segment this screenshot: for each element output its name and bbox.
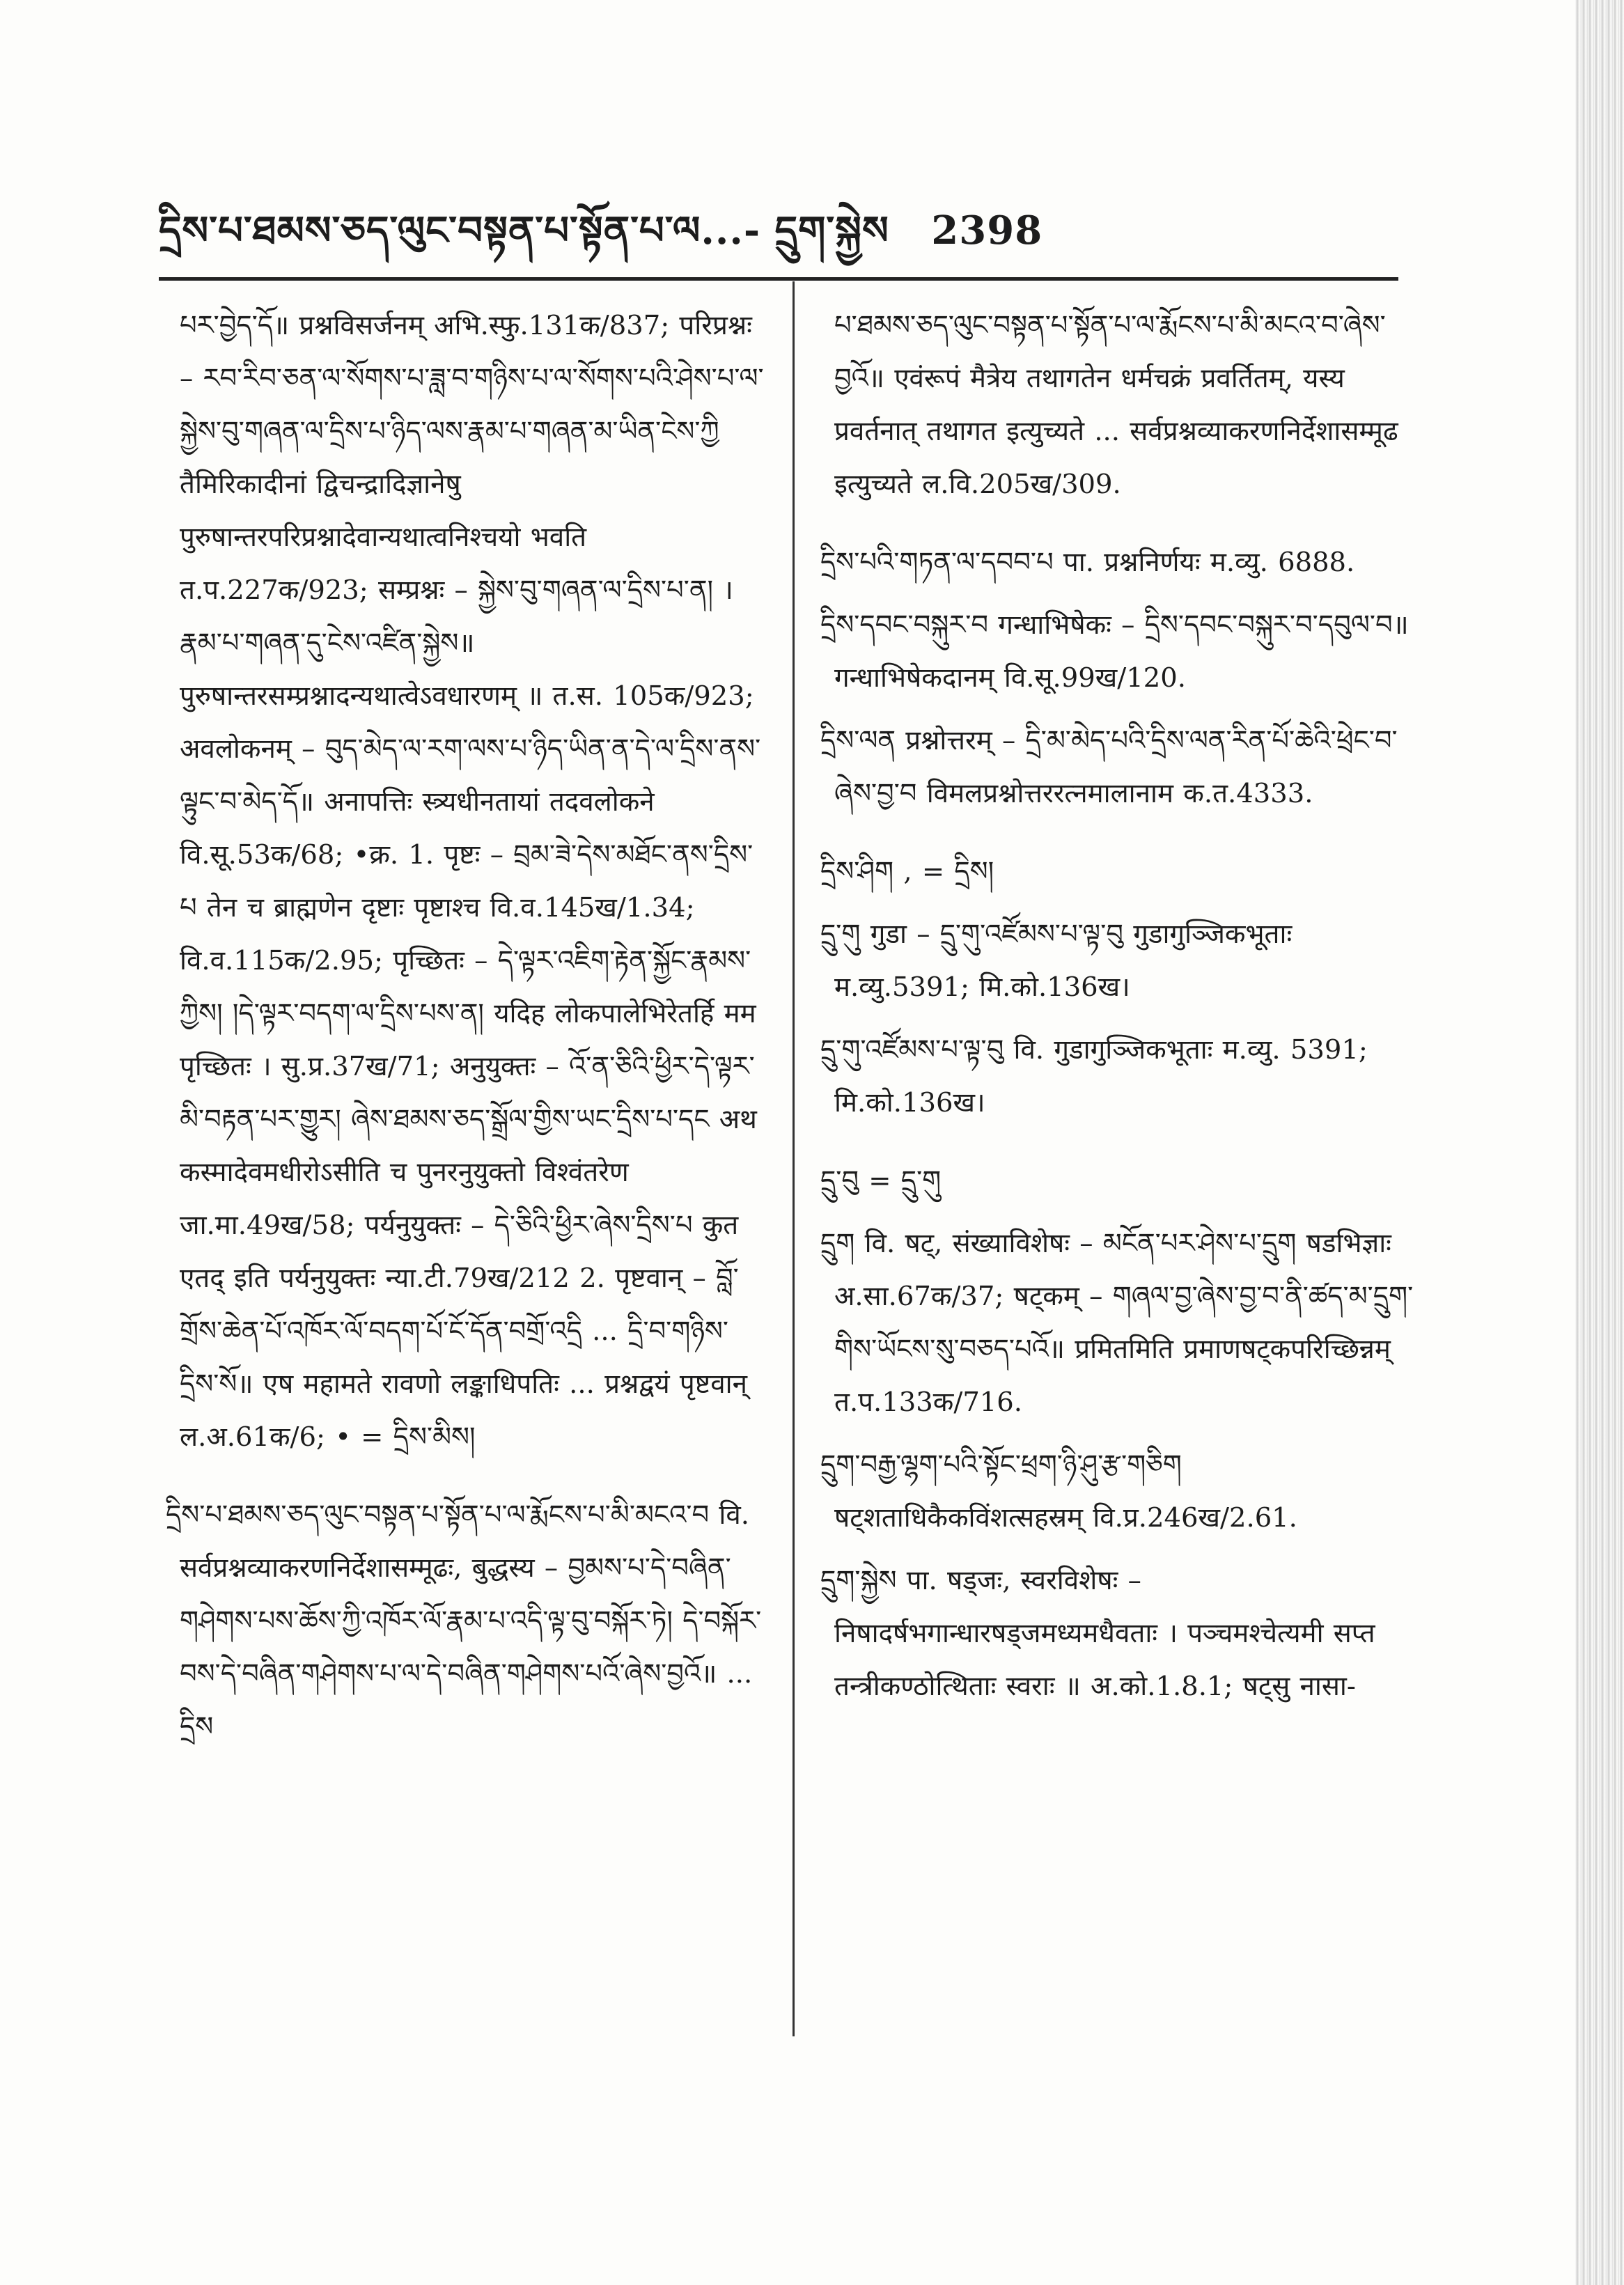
- dictionary-entry: པར་བྱེད་དོ॥ प्रश्नविसर्जनम् अभि.स्फु.131क/837; परिप्रश्नः – རབ་རིབ་ཅན་ལ་སོགས་པ་ཟླ་བ་གཉིས་པ་ལ་སོགས་པའི་ཤེས་པ་ལ་སྐྱེས་བུ་གཞན་ལ་དྲིས་པ་ཉིད་ལས་རྣམ་པ་གཞན་མ་ཡིན་ངེས་ཀྱི तैमिरिकादीनां द्विचन्द्रादिज्ञानेषु पुरुषान्तरपरिप्रश्नादेवान्यथात्वनिश्चयो भवति त.प.227क/923; सम्प्रश्नः – སྐྱེས་བུ་གཞན་ལ་དྲིས་པ་ན། ।རྣམ་པ་གཞན་དུ་ངེས་འཛིན་སྐྱེས॥ पुरुषान्तरसम्प्रश्नादन्यथात्वेऽवधारणम् ॥ त.स. 105क/923; अवलोकनम् – བུད་མེད་ལ་རག་ལས་པ་ཉིད་ཡིན་ན་དེ་ལ་དྲིས་ནས་ལྟུང་བ་མེད་དོ॥ अनापत्तिः स्त्र्यधीनतायां तदवलोकने वि.सू.53क/68; •क्र. 1. पृष्टः – བྲམ་ཟེ་དེས་མཐོང་ནས་དྲིས་པ तेन च ब्राह्मणेन दृष्टाः पृष्टाश्च वि.व.145ख/1.34; वि.व.115क/2.95; पृच्छितः – དེ་ལྟར་འཇིག་རྟེན་སྐྱོང་རྣམས་ཀྱིས། །དེ་ལྟར་བདག་ལ་དྲིས་པས་ན། यदिह लोकपालेभिरेतर्हि मम पृच्छितः । सु.प्र.37ख/71; अनुयुक्तः – འོ་ན་ཅིའི་ཕྱིར་དེ་ལྟར་མི་བརྟན་པར་གྱུར། ཞེས་ཐམས་ཅད་སྒྲོལ་གྱིས་ཡང་དྲིས་པ་དང अथ कस्मादेवमधीरोऽसीति च पुनरनुयुक्तो विश्वंतरेण जा.मा.49ख/58; पर्यनुयुक्तः – དེ་ཅིའི་ཕྱིར་ཞེས་དྲིས་པ कुत एतद् इति पर्यनुयुक्तः न्या.टी.79ख/212 2. पृष्टवान् – བློ་གྲོས་ཆེན་པོ་འཁོར་ལོ་བདག་པོ་ངོ་དོན་བགྲོ་འདྲི ... དྲི་བ་གཉིས་དྲིས་སོ॥ एष महामते रावणो लङ्काधिपतिः ... प्रश्नद्वयं पृष्टवान् ल.अ.61क/6; • = དྲིས་མིས།: [180, 310, 764, 1453]
- running-head-text: དྲིས་པ་ཐམས་ཅད་ལུང་བསྟན་པ་སྟོན་པ་ལ...- དྲུག་སྐྱེས: [159, 208, 889, 254]
- dictionary-entry: དྲུག་སྐྱེས पा. षड्जः, स्वरविशेषः – निषादर्षभगान्धारषड्जमध्यमधैवताः । पञ्चमश्चेत्यमी सप्त तन्त्रीकण्ठोत्थिताः स्वराः ॥ अ.को.1.8.1; षट्सु नासा-: [820, 1565, 1375, 1702]
- page-number: 2398: [931, 208, 1043, 254]
- dictionary-entry: དྲིས་དབང་བསྐུར་བ गन्धाभिषेकः – དྲིས་དབང་བསྐུར་བ་དབུལ་བ॥ गन्धाभिषेकदानम् वि.सू.99ख/120.: [820, 609, 1409, 694]
- dictionary-entry: དྲིས་པ་ཐམས་ཅད་ལུང་བསྟན་པ་སྟོན་པ་ལ་རྨོངས་པ་མི་མངའ་བ वि. सर्वप्रश्नव्याकरणनिर्देशासम्मूढः, बुद्धस्य – བྱམས་པ་དེ་བཞིན་གཤེགས་པས་ཆོས་ཀྱི་འཁོར་ལོ་རྣམ་པ་འདི་ལྟ་བུ་བསྐོར་ཏེ། དེ་བསྐོར་བས་དེ་བཞིན་གཤེགས་པ་ལ་དེ་བཞིན་གཤེགས་པའོ་ཞེས་བྱའོ॥ ... དྲིས: [166, 1499, 762, 1742]
- column-divider: [793, 281, 795, 2036]
- header-rule: [159, 277, 1398, 281]
- page-edge-shadow: [1575, 0, 1624, 2285]
- dictionary-entry: དྲིས་ཤིག , = དྲིས།: [820, 856, 994, 887]
- dictionary-entry: དྲུ་གུ गुडा – དྲུ་གུ་འཛོམས་པ་ལྟ་བུ गुडागुञ्जिकभूताः म.व्यु.5391; मि.को.136ख।: [820, 919, 1293, 1003]
- dictionary-entry: དྲིས་ལན प्रश्नोत्तरम् – དྲི་མ་མེད་པའི་དྲིས་ལན་རིན་པོ་ཆེའི་ཕྲེང་བ་ཞེས་བྱ་བ विमलप्रश्नोत्तररत्नमालानाम क.त.4333.: [820, 725, 1398, 809]
- right-column: [820, 299, 1419, 1723]
- dictionary-entry: དྲིས་པའི་གཏན་ལ་དབབ་པ पा. प्रश्ननिर्णयः म.व्यु. 6888.: [820, 547, 1355, 578]
- dictionary-entry: དྲུ་གུ་འཛོམས་པ་ལྟ་བུ वि. गुडागुञ्जिकभूताः म.व्यु. 5391; मि.को.136ख।: [820, 1034, 1368, 1118]
- dictionary-entry: དྲུག་བརྒྱ་ལྷག་པའི་སྟོང་ཕྲག་ཉི་ཤུ་རྩ་གཅིག षट्शताधिकैकविंशत्सहस्रम् वि.प्र.246ख/2.61.: [820, 1449, 1297, 1534]
- dictionary-entry: པ་ཐམས་ཅད་ལུང་བསྟན་པ་སྟོན་པ་ལ་རྨོངས་པ་མི་མངའ་བ་ཞེས་བྱའོ॥ एवंरूपं मैत्रेय तथागतेन धर्मचक्रं प्रवर्तितम्, यस्य प्रवर्तनात् तथागत इत्युच्यते ... सर्वप्रश्नव्याकरणनिर्देशासम्मूढ इत्युच्यते ल.वि.205ख/309.: [834, 310, 1398, 500]
- dictionary-entry: དྲུག वि. षट्, संख्याविशेषः – མངོན་པར་ཤེས་པ་དྲུག षडभिज्ञाः अ.सा.67क/37; षट्कम् – གཞལ་བྱ་ཞེས་བྱ་བ་ནི་ཚད་མ་དྲུག་གིས་ཡོངས་སུ་བཅད་པའོ॥ प्रमितमिति प्रमाणषट्कपरिच्छिन्नम् त.प.133क/716.: [820, 1228, 1414, 1418]
- dictionary-entry: དྲུ་བུ = དྲུ་གུ: [820, 1165, 942, 1196]
- left-column: [166, 299, 765, 1763]
